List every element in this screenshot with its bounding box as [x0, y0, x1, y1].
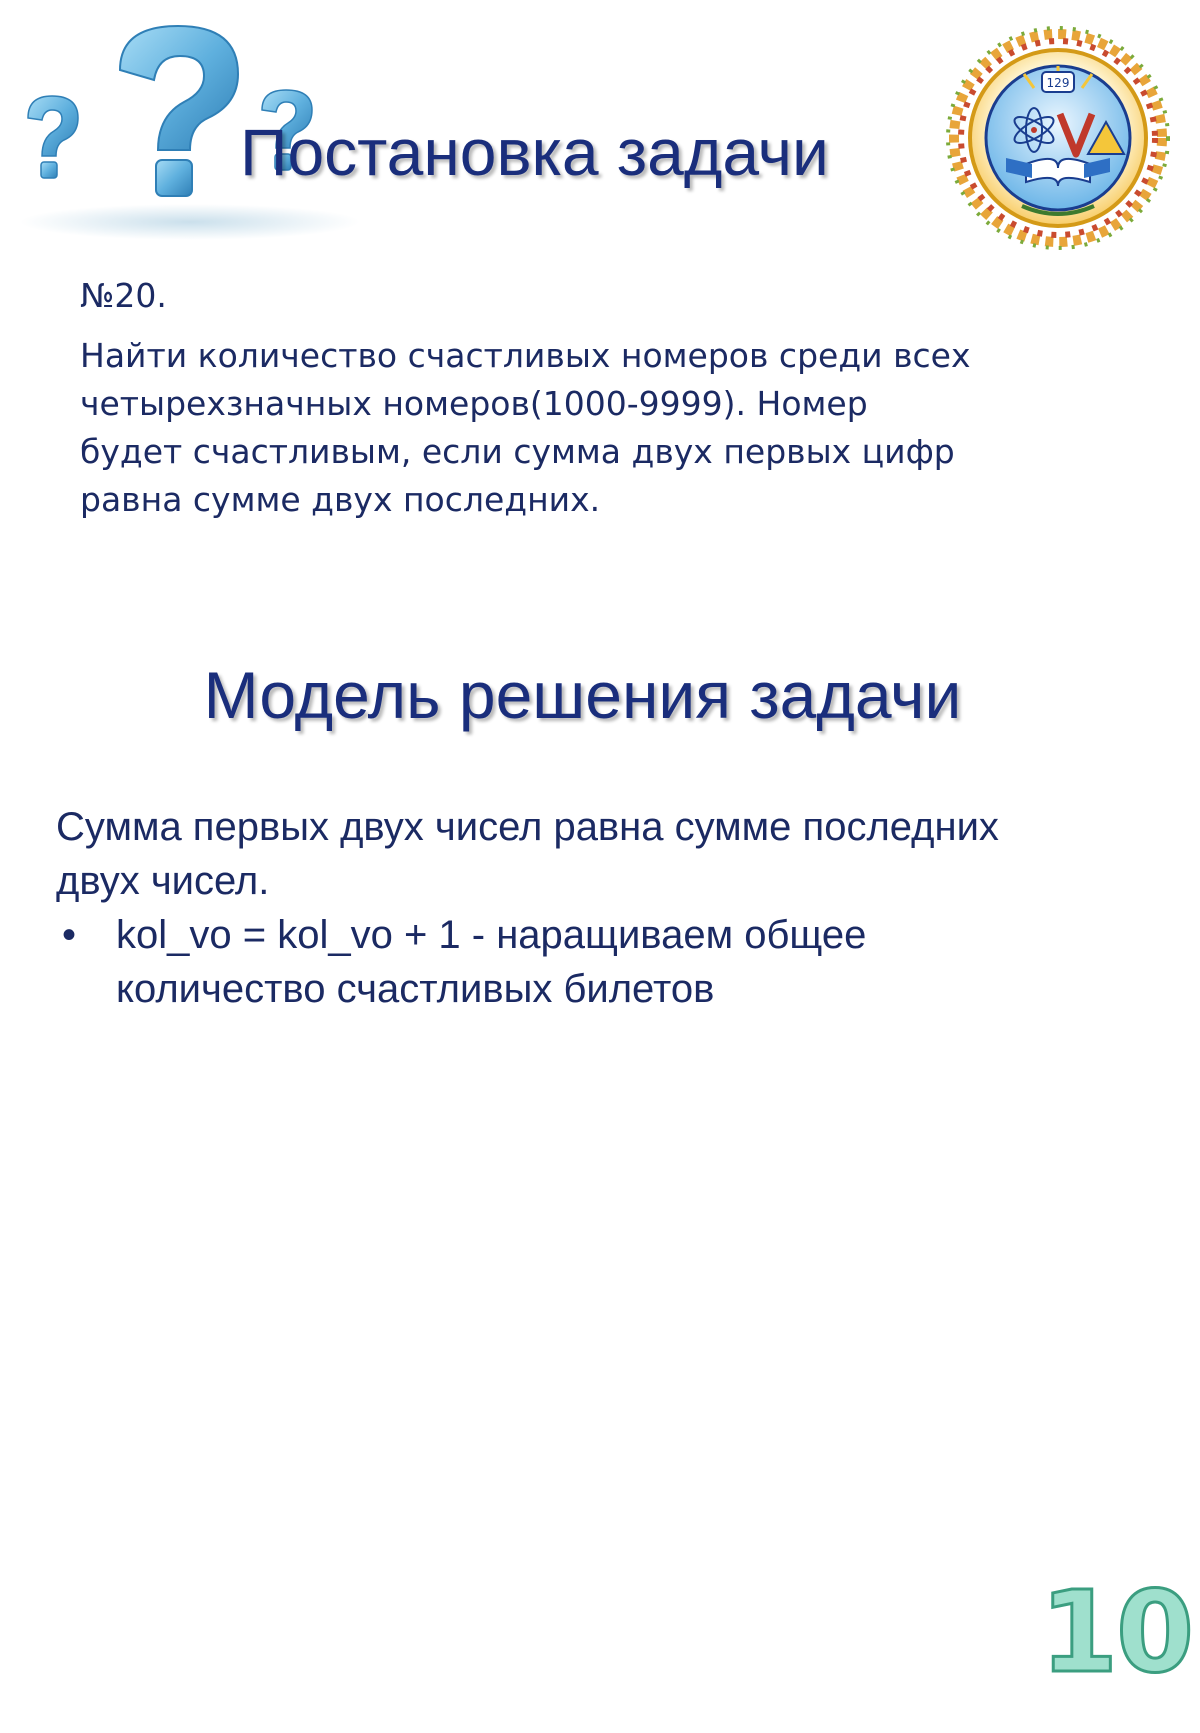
emblem-number: 129 — [1046, 76, 1070, 90]
problem-number: №20. — [80, 276, 167, 315]
bullet-icon: • — [62, 913, 77, 957]
school-emblem-icon — [942, 22, 1174, 254]
problem-statement — [80, 272, 980, 524]
list-item — [56, 908, 1016, 1016]
model-text: Сумма первых двух чисел равна сумме последних двух чисел. — [56, 805, 999, 903]
model-title: Модель решения задачи — [203, 658, 962, 732]
problem-text: Найти количество счастливых номеров среди всех четырехзначных номеров(1000-9999). Номер будет счастливым, если сумма двух первых цифр равна сумме двух последних. — [80, 336, 971, 519]
page-number: 10 — [1040, 1568, 1192, 1698]
model-list — [56, 908, 1016, 1016]
model-body — [56, 800, 1016, 1016]
bullet-text: kol_vo = kol_vo + 1 - наращиваем общее количество счастливых билетов — [116, 913, 867, 1011]
slide-title: Постановка задачи — [240, 115, 829, 189]
